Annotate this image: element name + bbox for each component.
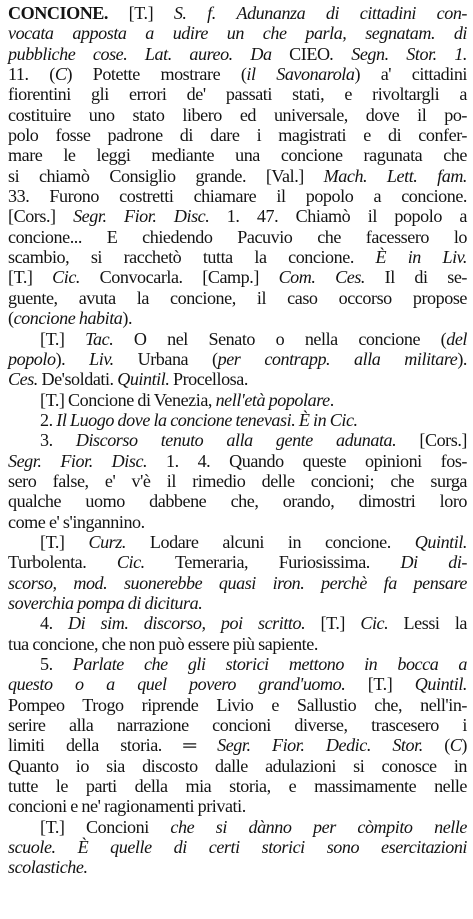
text-line: Turbolenta. Cic. Temeraria, Furiosissima. Di di- [8,552,467,573]
text-line: 33. Furono costretti chiamare il popolo a concione. [8,186,467,207]
text-line: guente, avuta la concione, il caso occorso propose [8,287,467,308]
text-line: scolastiche. [8,857,88,878]
entry-paragraph-curzio [8,532,467,613]
text-line: CONCIONE. [T.] S. f. Adunanza di cittadini con- [8,3,467,23]
text-line: come e' s'ingannino. [8,511,145,532]
text-line: 4. Di sim. discorso, poi scritto. [T.] Cic. Lessi la [40,613,467,634]
text-line: fiorentini gli errori de' passati stati, e rivoltargli a [8,84,467,105]
text-line: serire alla narrazione concioni diverse, trascesero i [8,715,467,736]
text-line: Quanto io sia discosto dalle adulazioni si conosce in [8,755,467,776]
entry-definition [8,3,467,329]
text-line: [Cors.] Segr. Fior. Disc. 1. 47. Chiamò il popolo a [8,206,467,227]
text-line: Ces. De'soldati. Quintil. Procellosa. [8,369,248,390]
text-line: [T.] Concione di Venezia, nell'età popolare. [40,389,334,410]
etymon: CIEO [289,43,330,64]
text-line: [T.] Tac. O nel Senato o nella concione (del [40,328,467,349]
text-line: vocata apposta a udire un che parla, segnatam. di [8,23,467,44]
sense-2 [8,410,467,430]
text-line: [T.] Cic. Convocarla. [Camp.] Com. Ces. Il di se- [8,267,468,288]
text-line: tua concione, che non può essere più sapiente. [8,633,318,654]
text-line: (concione habita). [8,308,133,329]
text-line: si chiamò Consiglio grande. [Val.] Mach. Lett. fam. [8,165,468,186]
text-line: sero false, e' v'è il rimedio delle concioni; che surga [8,470,467,491]
text-line: questo o a quel povero grand'uomo. [T.] Quintil. [8,674,467,695]
text-line: mare le leggi mediante una concione ragunata che [8,145,467,166]
sense-5 [8,654,467,817]
text-line: scambio, si racchetò tutta la concione. È in Liv. [8,247,467,268]
sense-4 [8,613,467,654]
text-line: Segr. Fior. Disc. 1. 4. Quando queste opinioni fos- [8,450,467,471]
text-line: [T.] Concioni che si dànno per còmpito nelle [40,816,468,837]
text-line: Pompeo Trogo riprende Livio e Sallustio che, nell'in- [8,694,467,715]
sense-3 [8,430,467,532]
text-line: 5. Parlate che gli storici mettono in bocca a [40,654,467,674]
text-line: polo fosse padrone di dare i magistrati e di confer- [8,125,467,146]
text-line: pubbliche cose. Lat. aureo. Da CIEO. Segn. Stor. 1. [8,43,467,64]
text-line: 3. Discorso tenuto alla gente adunata. [Cors.] [40,430,467,451]
entry-paragraph-scuole [8,817,467,878]
text-line: scorso, mod. suonerebbe quasi iron. perchè fa pensare [8,572,467,593]
text-line: scuole. È quelle di certi storici sono esercitazioni [8,837,467,858]
text-line: 11. (C) Potette mostrare (il Savonarola) a' cittadini [8,64,468,85]
text-line: concione... E chiedendo Pacuvio che facessero lo [8,226,467,247]
text-line: limiti della storia. ═ Segr. Fior. Dedic. Stor. (C) [8,735,467,756]
definition-text: Adunanza di cittadini con- [236,3,467,23]
text-line: [T.] Curz. Lodare alcuni in concione. Quintil. [40,531,467,552]
entry-paragraph-tacitus [8,329,467,390]
headword: CONCIONE. [8,3,108,23]
text-line: tutte le parti della mia storia, e massimamente nelle [8,776,467,797]
text-line: popolo). Liv. Urbana (per contrapp. alla militare). [8,348,467,369]
text-line: qualche uomo dabbene che, orando, dimostri loro [8,491,467,512]
text-line: 2. Il Luogo dove la concione tenevasi. È in Cic. [40,409,358,430]
grammar-label: S. f. [173,3,216,23]
text-line: costituire uno stato libero ed universale, dove il po- [8,104,467,125]
text-line: concioni e ne' ragionamenti privati. [8,796,246,817]
text-line: soverchia pompa di dicitura. [8,592,203,613]
entry-paragraph-venezia [8,390,467,410]
